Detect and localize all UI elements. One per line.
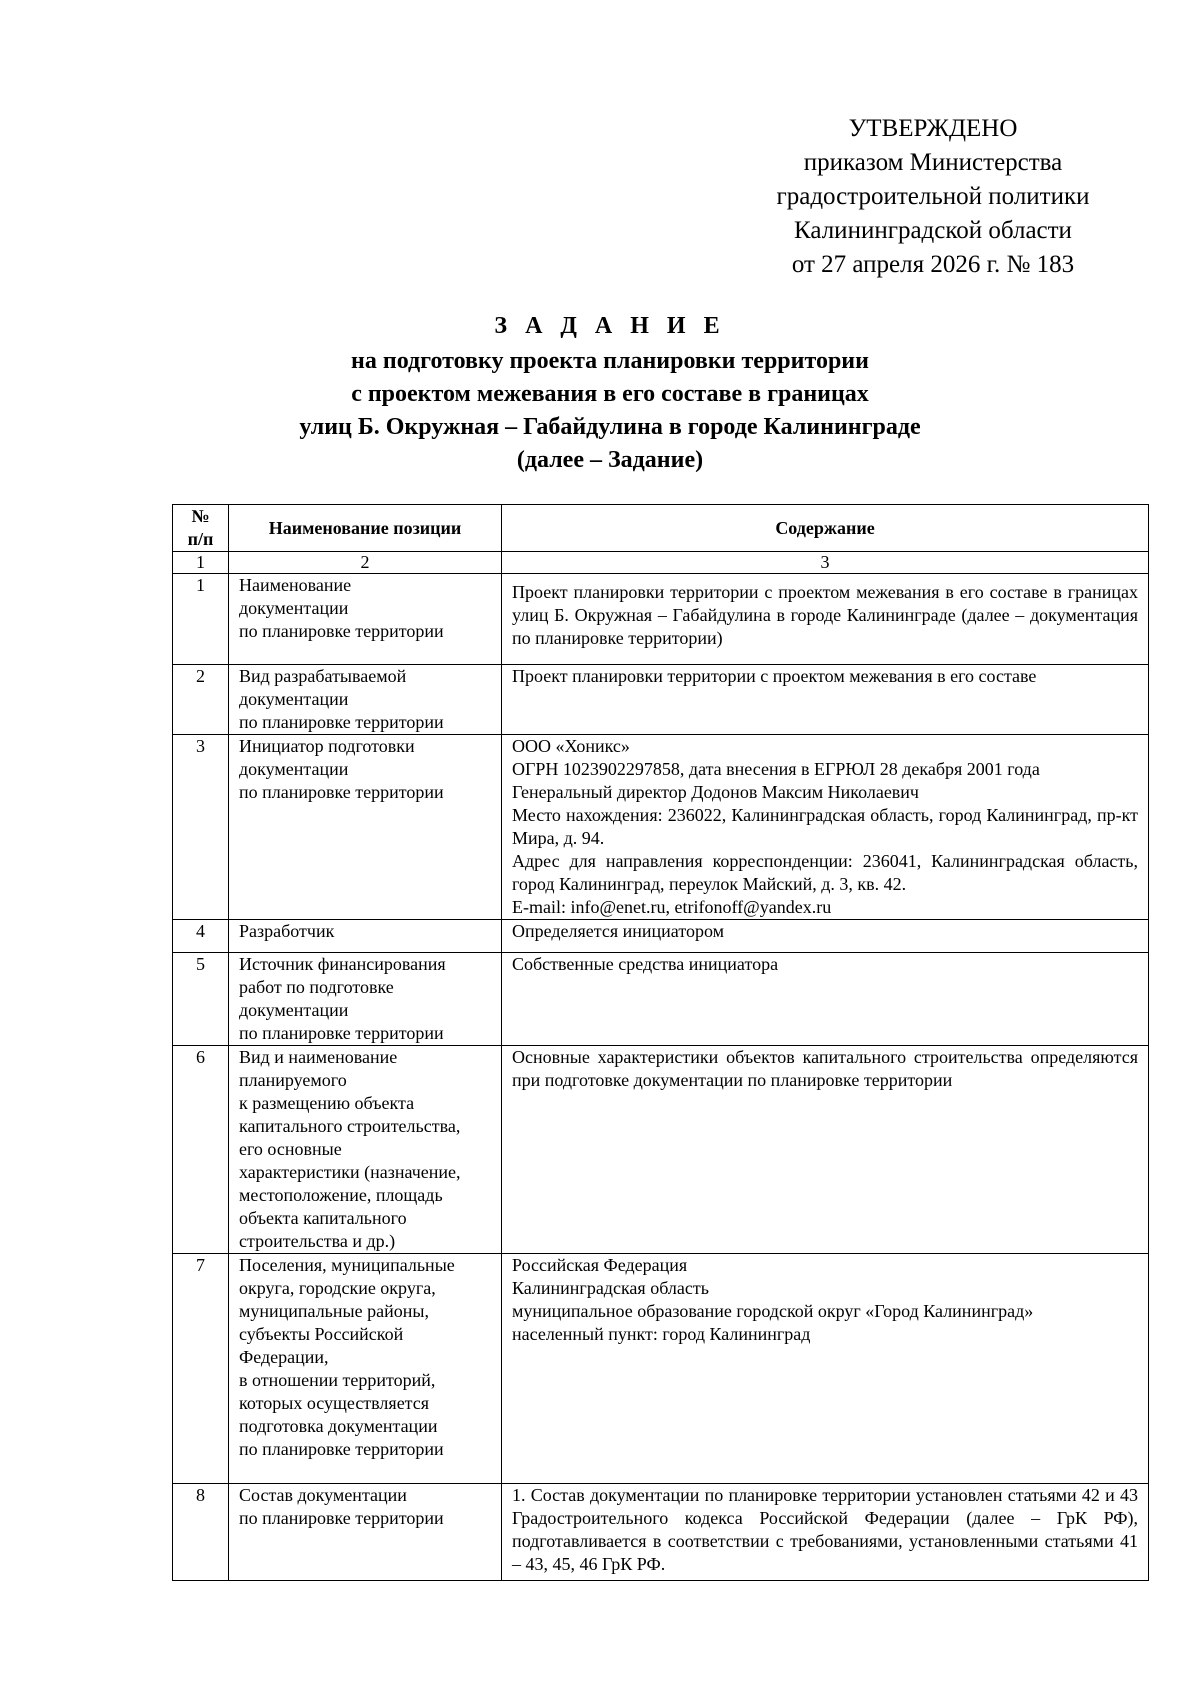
row-name: [229, 1046, 502, 1254]
title-line: на подготовку проекта планировки территории: [351, 348, 869, 374]
table-row: [173, 735, 1149, 920]
approval-line: Калининградской области: [794, 217, 1072, 244]
approval-line: УТВЕРЖДЕНО: [848, 115, 1018, 142]
row-content-line: Собственные средства инициатора: [512, 954, 779, 974]
approval-line: приказом Министерства: [803, 149, 1063, 176]
row-number: 4: [173, 920, 229, 953]
row-name-line: Инициатор подготовки: [239, 736, 415, 756]
document-title: [170, 310, 1050, 477]
row-content-line: Российская Федерация: [512, 1255, 688, 1275]
row-content-line: E-mail: info@enet.ru, etrifonoff@yandex.ru: [512, 897, 832, 917]
row-name-line: Наименование: [239, 575, 352, 595]
row-content-line: Генеральный директор Додонов Максим Николаевич: [512, 782, 919, 802]
title-line: (далее – Задание): [516, 447, 704, 473]
table-row: [173, 1046, 1149, 1254]
row-name-line: Поселения, муниципальные: [239, 1255, 455, 1275]
column-number-row: [173, 552, 1149, 574]
title-heading: З А Д А Н И Е: [494, 313, 726, 339]
approval-line: градостроительной политики: [776, 183, 1090, 210]
column-number: 3: [502, 552, 1149, 574]
row-name-line: документации: [239, 598, 349, 618]
row-name: [229, 574, 502, 665]
header-content: Содержание: [502, 505, 1149, 552]
row-content: [502, 1046, 1149, 1254]
row-name: [229, 920, 502, 953]
row-content: [502, 1484, 1149, 1581]
row-content-line: населенный пункт: город Калининград: [512, 1324, 811, 1344]
row-number: 3: [173, 735, 229, 920]
table-row: [173, 920, 1149, 953]
row-number: 2: [173, 665, 229, 735]
row-name-line: Разработчик: [239, 921, 335, 941]
table-row: [173, 1254, 1149, 1484]
row-name: [229, 1484, 502, 1581]
row-name-line: в отношении территорий,: [239, 1370, 436, 1390]
row-content-line: Адрес для направления корреспонденции: 236041, Калининградская область, город Калининград, переулок Майский, д. 3, кв. 42.: [512, 851, 1138, 894]
table-row: [173, 574, 1149, 665]
row-name-line: подготовка документации: [239, 1416, 438, 1436]
row-name-line: его основные: [239, 1139, 342, 1159]
row-number: 1: [173, 574, 229, 665]
row-name-line: которых осуществляется: [239, 1393, 430, 1413]
row-name-line: по планировке территории: [239, 1439, 444, 1459]
row-name-line: работ по подготовке: [239, 977, 394, 997]
row-name-line: муниципальные районы,: [239, 1301, 429, 1321]
table-row: [173, 953, 1149, 1046]
row-content: [502, 920, 1149, 953]
row-content: [502, 574, 1149, 665]
row-content-line: ОГРН 1023902297858, дата внесения в ЕГРЮЛ 28 декабря 2001 года: [512, 759, 1040, 779]
row-content-line: Определяется инициатором: [512, 921, 725, 941]
row-name-line: округа, городские округа,: [239, 1278, 436, 1298]
table-row: [173, 665, 1149, 735]
approval-line: от 27 апреля 2026 г. № 183: [791, 251, 1075, 278]
row-name-line: документации: [239, 1000, 349, 1020]
row-name-line: документации: [239, 759, 349, 779]
row-number: 7: [173, 1254, 229, 1484]
row-name-line: объекта капитального: [239, 1208, 407, 1228]
row-name: [229, 665, 502, 735]
row-name-line: по планировке территории: [239, 1023, 444, 1043]
row-content-line: 1. Состав документации по планировке территории установлен статьями 42 и 43 Градостроительного кодекса Российской Федерации (далее – ГрК РФ), подготавливается в соответствии с требованиями, установленными статьями 41 – 43, 45, 46 ГрК РФ.: [512, 1485, 1138, 1574]
row-name-line: по планировке территории: [239, 782, 444, 802]
table-header-row: [173, 505, 1149, 552]
row-name-line: по планировке территории: [239, 712, 444, 732]
row-content: [502, 953, 1149, 1046]
row-name-line: местоположение, площадь: [239, 1185, 443, 1205]
row-number: 6: [173, 1046, 229, 1254]
row-name-line: планируемого: [239, 1070, 347, 1090]
title-line: улиц Б. Окружная – Габайдулина в городе Калининграде: [299, 414, 921, 440]
row-content-line: Проект планировки территории с проектом межевания в его составе в границах улиц Б. Окружная – Габайдулина в городе Калининграде (далее – документация по планировке территории): [512, 582, 1138, 648]
title-line: с проектом межевания в его составе в границах: [351, 381, 869, 407]
row-content-line: Калининградская область: [512, 1278, 709, 1298]
row-name-line: строительства и др.): [239, 1231, 396, 1251]
approval-stamp: [760, 112, 1106, 282]
row-name-line: капитального строительства,: [239, 1116, 461, 1136]
row-number: 5: [173, 953, 229, 1046]
row-name-line: Федерации,: [239, 1347, 329, 1367]
row-name-line: субъекты Российской: [239, 1324, 404, 1344]
row-content-line: Место нахождения: 236022, Калининградская область, город Калининград, пр-кт Мира, д. 94.: [512, 805, 1138, 848]
row-content: [502, 665, 1149, 735]
row-name-line: документации: [239, 689, 349, 709]
row-content-line: муниципальное образование городской округ «Город Калининград»: [512, 1301, 1034, 1321]
row-name: [229, 953, 502, 1046]
row-name: [229, 735, 502, 920]
task-table: [172, 504, 1149, 1581]
row-content: [502, 735, 1149, 920]
table-row: [173, 1484, 1149, 1581]
row-name-line: по планировке территории: [239, 621, 444, 641]
column-number: 2: [229, 552, 502, 574]
row-name-line: Источник финансирования: [239, 954, 446, 974]
row-name-line: характеристики (назначение,: [239, 1162, 461, 1182]
row-name-line: Состав документации: [239, 1485, 407, 1505]
row-name-line: Вид и наименование: [239, 1047, 398, 1067]
row-name: [229, 1254, 502, 1484]
row-content-line: ООО «Хоникс»: [512, 736, 630, 756]
header-number: № п/п: [173, 505, 229, 552]
row-content: [502, 1254, 1149, 1484]
column-number: 1: [173, 552, 229, 574]
row-name-line: Вид разрабатываемой: [239, 666, 407, 686]
row-name-line: к размещению объекта: [239, 1093, 415, 1113]
row-number: 8: [173, 1484, 229, 1581]
row-content-line: Проект планировки территории с проектом межевания в его составе: [512, 666, 1037, 686]
row-content-line: Основные характеристики объектов капитального строительства определяются при подготовке документации по планировке территории: [512, 1047, 1138, 1090]
header-name: Наименование позиции: [229, 505, 502, 552]
row-name-line: по планировке территории: [239, 1508, 444, 1528]
